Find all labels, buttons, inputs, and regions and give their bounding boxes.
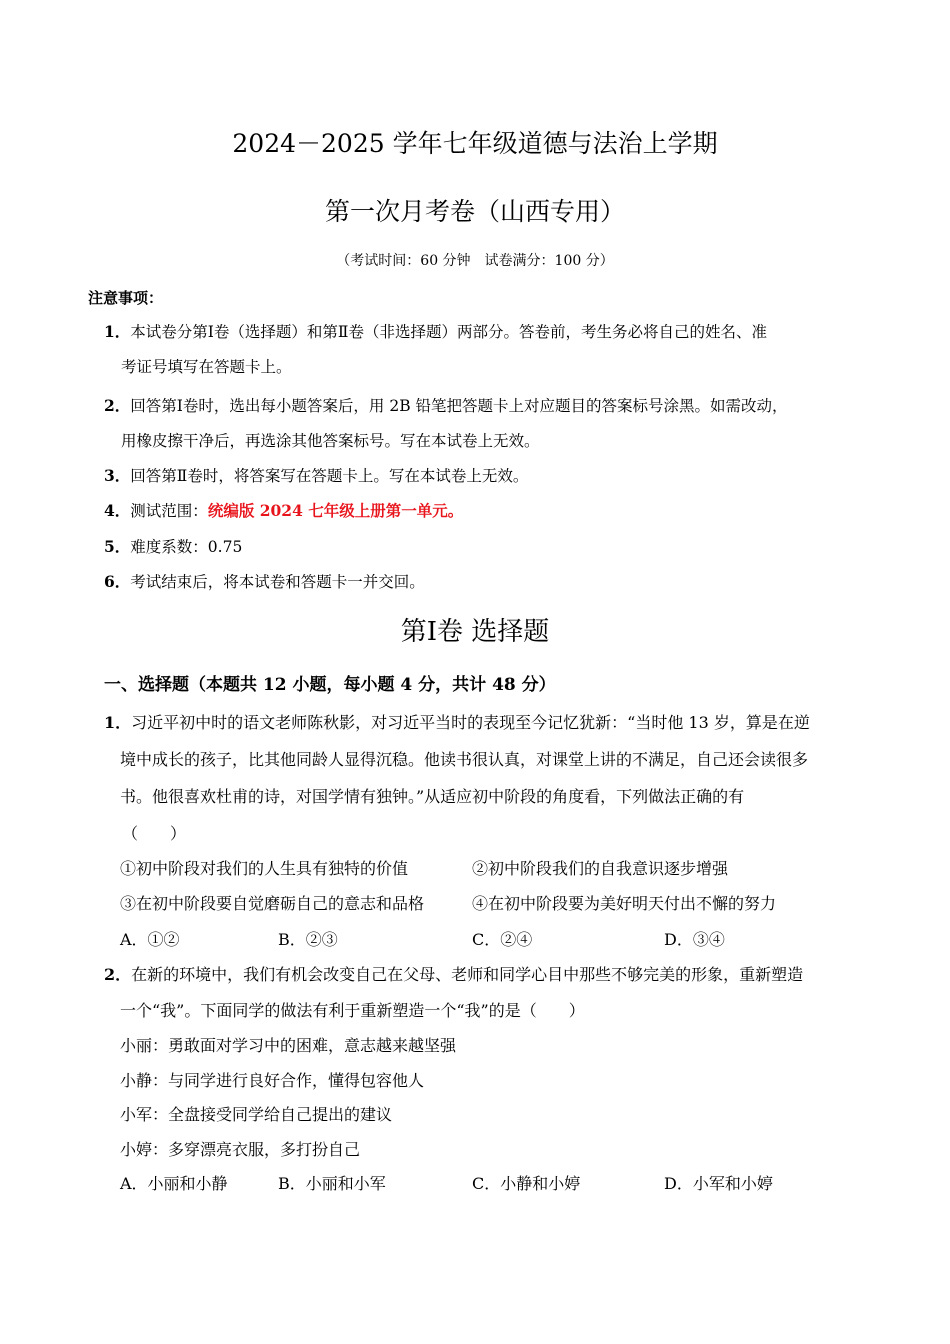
question-number: 2． bbox=[104, 965, 132, 984]
option-a: A．①② bbox=[120, 930, 180, 949]
notice-item-text: 难度系数：0.75 bbox=[130, 538, 243, 556]
notice-item-1-cont: 考证号填写在答题卡上。 bbox=[121, 358, 292, 376]
notice-item-number: 1． bbox=[104, 322, 131, 341]
exam-subtitle: （考试时间：60 分钟 试卷满分：100 分） bbox=[336, 253, 614, 269]
notice-item-6 bbox=[104, 570, 425, 592]
question-text: 在新的环境中，我们有机会改变自己在父母、老师和同学心目中那些不够完美的形象，重新塑造 bbox=[131, 965, 804, 984]
notice-item-3 bbox=[104, 464, 528, 486]
part-title: 第Ⅰ卷 选择题 bbox=[400, 617, 550, 647]
notice-item-text: 回答第Ⅰ卷时，选出每小题答案后，用 2B 铅笔把答题卡上对应题目的答案标号涂黑。如需改动， bbox=[130, 397, 788, 415]
notice-item-number: 4． bbox=[104, 501, 131, 520]
option-b: B．小丽和小军 bbox=[278, 1174, 386, 1193]
statement-2: 小静：与同学进行良好合作，懂得包容他人 bbox=[120, 1071, 425, 1090]
notice-item-number: 5． bbox=[104, 537, 131, 556]
notice-item-number: 6． bbox=[104, 572, 131, 591]
notice-item-4 bbox=[104, 499, 463, 521]
section-heading: 一、选择题（本题共 12 小题，每小题 4 分，共计 48 分） bbox=[104, 675, 556, 695]
notice-heading: 注意事项： bbox=[88, 289, 164, 307]
notice-item-1 bbox=[104, 320, 767, 342]
option-c: C．②④ bbox=[472, 930, 533, 949]
statement-4: 小婷：多穿漂亮衣服，多打扮自己 bbox=[120, 1140, 361, 1159]
question-text-line: 书。他很喜欢杜甫的诗，对国学情有独钟。”从适应初中阶段的角度看，下列做法正确的有 bbox=[120, 787, 745, 806]
notice-item-number: 3． bbox=[104, 466, 131, 485]
notice-item-text: 测试范围： bbox=[130, 502, 208, 520]
option-a: A．小丽和小静 bbox=[120, 1174, 228, 1193]
statement-3: 小军：全盘接受同学给自己提出的建议 bbox=[120, 1105, 393, 1124]
question-1 bbox=[104, 710, 810, 733]
statement-1: ①初中阶段对我们的人生具有独特的价值 bbox=[120, 859, 409, 878]
statement-1: 小丽：勇敢面对学习中的困难，意志越来越坚强 bbox=[120, 1036, 457, 1055]
option-d: D．③④ bbox=[664, 930, 725, 949]
question-text-line: 一个“我”。下面同学的做法有利于重新塑造一个“我”的是（ ） bbox=[120, 1001, 585, 1020]
option-b: B．②③ bbox=[278, 930, 338, 949]
exam-title-line1: 2024－2025 学年七年级道德与法治上学期 bbox=[232, 129, 718, 158]
statement-2: ②初中阶段我们的自我意识逐步增强 bbox=[472, 859, 729, 878]
question-2 bbox=[104, 962, 803, 985]
notice-item-5 bbox=[104, 535, 242, 557]
question-text: 习近平初中时的语文老师陈秋影，对习近平当时的表现至今记忆犹新：“当时他 13 岁，算是在逆 bbox=[131, 713, 810, 732]
question-number: 1． bbox=[104, 713, 132, 732]
notice-item-2 bbox=[104, 394, 788, 416]
option-c: C．小静和小婷 bbox=[472, 1174, 581, 1193]
notice-item-text: 回答第Ⅱ卷时，将答案写在答题卡上。写在本试卷上无效。 bbox=[130, 467, 529, 485]
statement-4: ④在初中阶段要为美好明天付出不懈的努力 bbox=[472, 894, 777, 913]
statement-3: ③在初中阶段要自觉磨砺自己的意志和品格 bbox=[120, 894, 425, 913]
question-text-line: 境中成长的孩子，比其他同龄人显得沉稳。他读书很认真，对课堂上讲的不满足，自己还会读很多 bbox=[120, 750, 809, 769]
notice-item-2-cont: 用橡皮擦干净后，再选涂其他答案标号。写在本试卷上无效。 bbox=[121, 432, 540, 450]
notice-item-number: 2． bbox=[104, 396, 131, 415]
test-scope-highlight: 统编版 2024 七年级上册第一单元。 bbox=[207, 501, 464, 520]
answer-blank: （ ） bbox=[122, 824, 187, 843]
option-d: D．小军和小婷 bbox=[664, 1174, 773, 1193]
exam-title-line2: 第一次月考卷（山西专用） bbox=[324, 197, 625, 226]
notice-item-text: 考试结束后，将本试卷和答题卡一并交回。 bbox=[130, 573, 425, 591]
notice-item-text: 本试卷分第Ⅰ卷（选择题）和第Ⅱ卷（非选择题）两部分。答卷前，考生务必将自己的姓名、准 bbox=[130, 323, 767, 341]
